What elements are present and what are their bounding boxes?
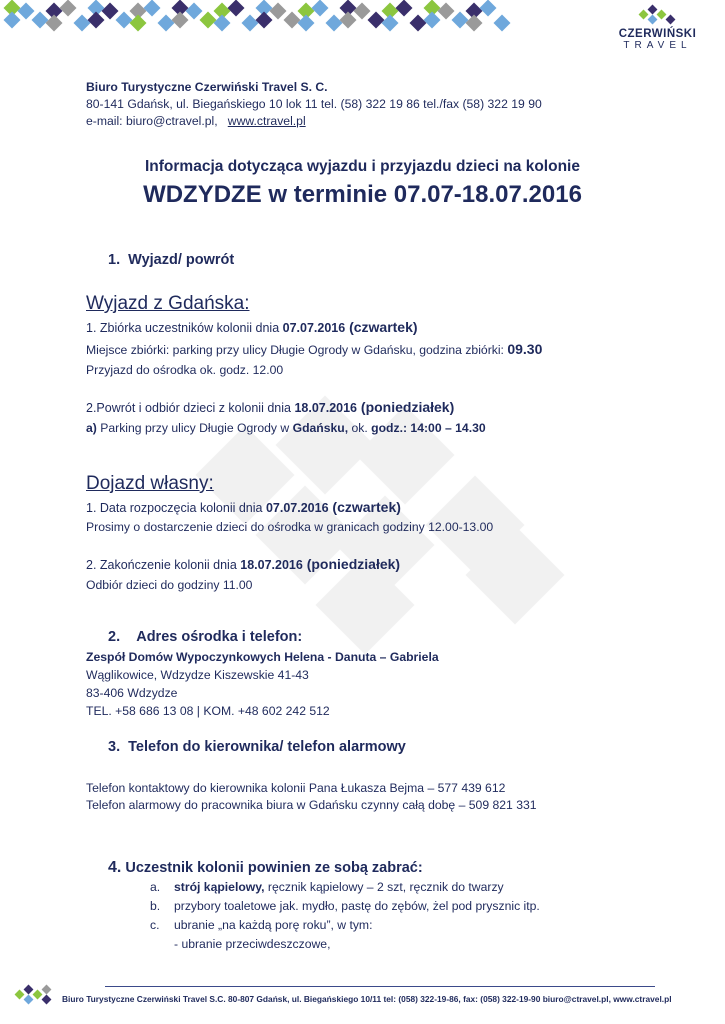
- company-logo: [600, 6, 715, 66]
- section-2-label: Adres ośrodka i telefon:: [136, 629, 303, 645]
- logo-line2: TRAVEL: [623, 40, 692, 51]
- header-diamond: [480, 0, 497, 16]
- header-diamond: [466, 15, 483, 32]
- header-diamond: [424, 12, 441, 29]
- header-diamond: [228, 0, 245, 16]
- header-diamond: [256, 12, 273, 29]
- resort-address: [86, 649, 439, 720]
- list-item: c. ubranie „na każdą porę roku”, w tym:: [150, 918, 373, 932]
- header-diamond: [46, 15, 63, 32]
- company-name: Biuro Turystyczne Czerwiński Travel S. C.: [86, 80, 328, 94]
- wlasny-line-1: 1. Data rozpoczęcia kolonii dnia 07.07.2016 (czwartek): [86, 499, 401, 515]
- footer-logo-icon: [14, 982, 58, 1008]
- header-diamond: [396, 0, 413, 16]
- page-title: WDZYDZE w terminie 07.07-18.07.2016: [143, 181, 582, 208]
- section-1-heading: [108, 252, 234, 268]
- header-diamond: [130, 15, 147, 32]
- page-subtitle: Informacja dotycząca wyjazdu i przyjazdu dzieci na kolonie: [145, 158, 580, 175]
- section-2-number: 2.: [108, 629, 121, 645]
- alarm-phone: Telefon alarmowy do pracownika biura w Gdańsku czynny całą dobę – 509 821 331: [86, 798, 537, 812]
- section-1-label: Wyjazd/ powrót: [128, 252, 235, 268]
- resort-street: Wąglikowice, Wdzydze Kiszewskie 41-43: [86, 668, 309, 682]
- header-diamond: [158, 15, 175, 32]
- wlasny-line-4: Odbiór dzieci do godziny 11.00: [86, 578, 253, 592]
- company-header: [86, 79, 542, 130]
- header-diamond: [312, 0, 329, 16]
- gdansk-line-3: Przyjazd do ośrodka ok. godz. 12.00: [86, 363, 284, 377]
- resort-name: Zespół Domów Wypoczynkowych Helena - Danuta – Gabriela: [86, 650, 439, 664]
- header-diamond: [74, 15, 91, 32]
- gdansk-line-2: Miejsce zbiórki: parking przy ulicy Długie Ogrody w Gdańsku, godzina zbiórki: 09.30: [86, 341, 543, 357]
- resort-phone: TEL. +58 686 13 08 | KOM. +48 602 242 512: [86, 704, 330, 718]
- company-address: 80-141 Gdańsk, ul. Biegańskiego 10 lok 11 tel. (58) 322 19 86 tel./fax (58) 322 19 90: [86, 97, 542, 111]
- section-3-label: Telefon do kierownika/ telefon alarmowy: [128, 739, 406, 755]
- header-diamond: [18, 3, 35, 20]
- header-diamond: [326, 15, 343, 32]
- header-diamond: [298, 15, 315, 32]
- header-diamond: [186, 3, 203, 20]
- phones: [86, 780, 537, 814]
- packing-list: [150, 879, 540, 953]
- gdansk-line-4: 2.Powrót i odbiór dzieci z kolonii dnia 18.07.2016 (poniedziałek): [86, 399, 455, 415]
- wlasny-details: [86, 499, 493, 594]
- header-diamond: [494, 15, 511, 32]
- header-diamond: [4, 12, 21, 29]
- header-diamond: [410, 15, 427, 32]
- wlasny-heading: Dojazd własny:: [86, 473, 214, 494]
- section-4-label: Uczestnik kolonii powinien ze sobą zabrać:: [125, 860, 423, 876]
- header-diamond: [88, 12, 105, 29]
- header-diamond: [172, 12, 189, 29]
- header-diamond: [144, 0, 161, 16]
- header-diamond: [284, 12, 301, 29]
- header-diamond: [116, 12, 133, 29]
- header-diamond: [340, 12, 357, 29]
- manager-phone: Telefon kontaktowy do kierownika kolonii Pana Łukasza Bejma – 577 439 612: [86, 781, 506, 795]
- section-2-heading: [108, 629, 302, 645]
- header-diamond: [270, 3, 287, 20]
- header-diamond: [32, 12, 49, 29]
- list-item: a. strój kąpielowy, ręcznik kąpielowy – 2 szt, ręcznik do twarzy: [150, 880, 504, 894]
- header-diamond: [200, 12, 217, 29]
- header-diamond: [60, 0, 77, 16]
- header-diamond: [382, 15, 399, 32]
- logo-mark-icon: [600, 6, 715, 28]
- gdansk-line-1: 1. Zbiórka uczestników kolonii dnia 07.07.2016 (czwartek): [86, 319, 418, 335]
- company-contact: [86, 113, 542, 130]
- list-item: b. przybory toaletowe jak. mydło, pastę do zębów, żel pod prysznic itp.: [150, 899, 540, 913]
- gdansk-details: [86, 319, 542, 437]
- section-1-number: 1.: [108, 252, 121, 268]
- logo-line1: CZERWIŃSKI: [618, 28, 697, 40]
- header-diamond: [438, 3, 455, 20]
- section-4-number: 4.: [108, 859, 122, 876]
- gdansk-heading: Wyjazd z Gdańska:: [86, 293, 250, 314]
- section-4-heading: [108, 859, 423, 877]
- header-decoration: [0, 0, 520, 30]
- gdansk-line-5: a) Parking przy ulicy Długie Ogrody w Gdańsku, ok. godz.: 14:00 – 14.30: [86, 421, 486, 435]
- list-subitem: - ubranie przeciwdeszczowe,: [174, 937, 331, 951]
- resort-city: 83-406 Wdzydze: [86, 686, 178, 700]
- company-website-link[interactable]: www.ctravel.pl: [227, 114, 306, 128]
- footer-divider: [105, 986, 655, 987]
- wlasny-line-3: 2. Zakończenie kolonii dnia 18.07.2016 (poniedziałek): [86, 556, 401, 572]
- header-diamond: [242, 15, 259, 32]
- header-diamond: [102, 3, 119, 20]
- wlasny-line-2: Prosimy o dostarczenie dzieci do ośrodka w granicach godziny 12.00-13.00: [86, 520, 494, 534]
- section-3-heading: [108, 739, 406, 755]
- header-diamond: [354, 3, 371, 20]
- header-diamond: [452, 12, 469, 29]
- company-email: e-mail: biuro@ctravel.pl,: [86, 114, 218, 128]
- header-diamond: [368, 12, 385, 29]
- header-diamond: [214, 15, 231, 32]
- footer-text: Biuro Turystyczne Czerwiński Travel S.C. 80-807 Gdańsk, ul. Biegańskiego 10/11 tel: (058) 322-19-86, fax: (058) 322-19-90 biuro@ctravel.pl, www.ctravel.pl: [62, 994, 672, 1004]
- section-3-number: 3.: [108, 739, 121, 755]
